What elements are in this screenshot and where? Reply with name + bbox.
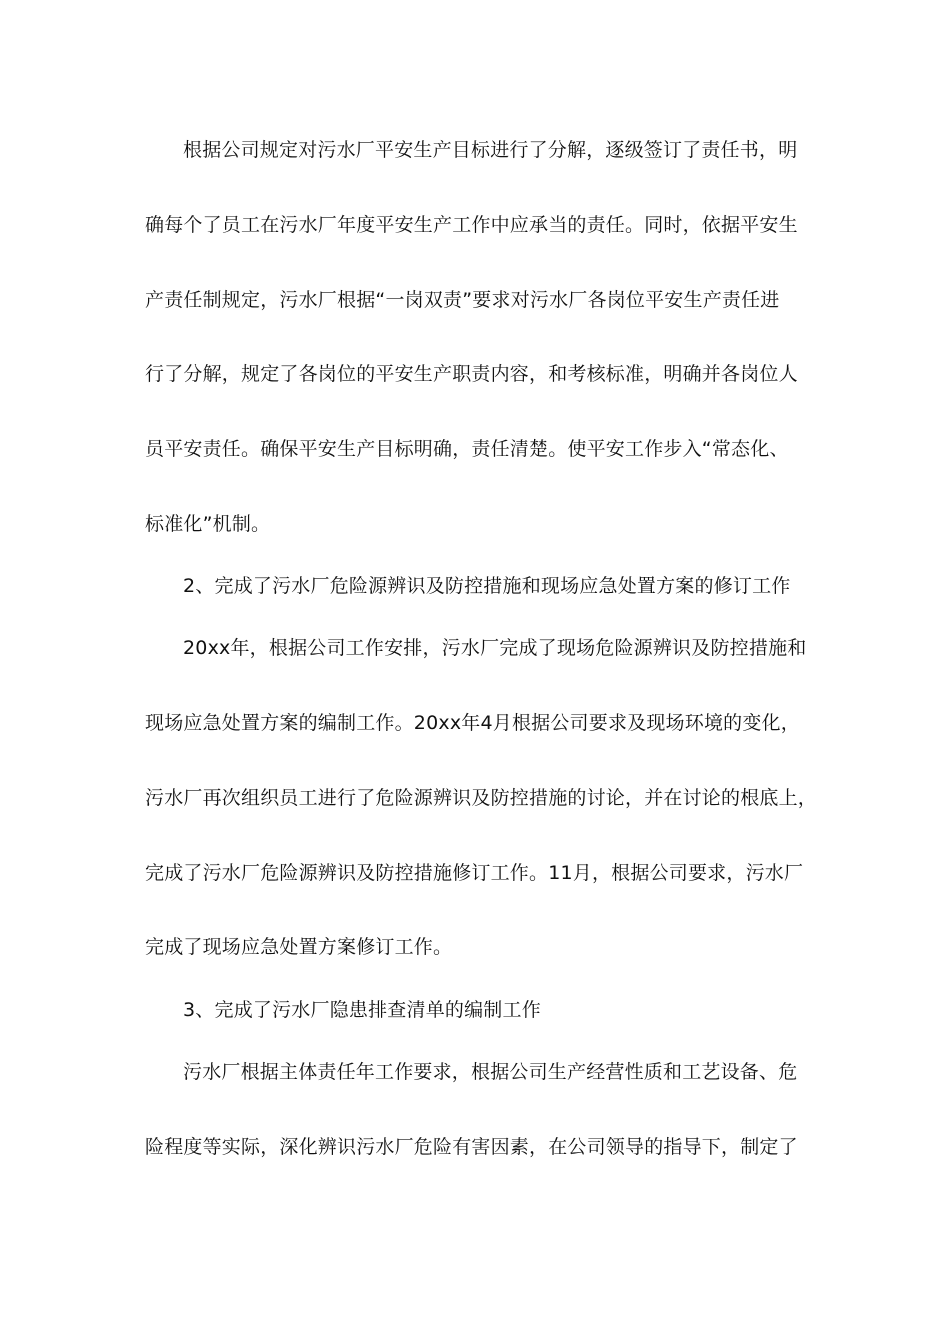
paragraph-line: 根据公司规定对污水厂平安生产目标进行了分解，逐级签订了责任书，明 — [183, 139, 798, 161]
paragraph-line: 完成了现场应急处置方案修订工作。 — [145, 936, 453, 958]
paragraph-line: 险程度等实际，深化辨识污水厂危险有害因素，在公司领导的指导下，制定了 — [145, 1136, 798, 1158]
paragraph-line: 完成了污水厂危险源辨识及防控措施修订工作。11月，根据公司要求，污水厂 — [145, 862, 804, 884]
paragraph-line: 员平安责任。确保平安生产目标明确，责任清楚。使平安工作步入“常态化、 — [145, 438, 789, 460]
paragraph-line: 产责任制规定，污水厂根据“一岗双责”要求对污水厂各岗位平安生产责任进 — [145, 289, 780, 311]
paragraph-line: 20xx年，根据公司工作安排，污水厂完成了现场危险源辨识及防控措施和 — [183, 637, 807, 659]
section-heading: 2、完成了污水厂危险源辨识及防控措施和现场应急处置方案的修订工作 — [183, 575, 791, 597]
paragraph-line: 现场应急处置方案的编制工作。20xx年4月根据公司要求及现场环境的变化， — [145, 712, 800, 734]
section-heading: 3、完成了污水厂隐患排查清单的编制工作 — [183, 999, 541, 1021]
paragraph-line: 污水厂再次组织员工进行了危险源辨识及防控措施的讨论，并在讨论的根底上， — [145, 787, 818, 809]
paragraph-line: 标准化”机制。 — [145, 513, 271, 535]
paragraph-line: 行了分解，规定了各岗位的平安生产职责内容，和考核标准，明确并各岗位人 — [145, 363, 798, 385]
paragraph-line: 污水厂根据主体责任年工作要求，根据公司生产经营性质和工艺设备、危 — [183, 1061, 798, 1083]
paragraph-line: 确每个了员工在污水厂年度平安生产工作中应承当的责任。同时，依据平安生 — [145, 214, 798, 236]
